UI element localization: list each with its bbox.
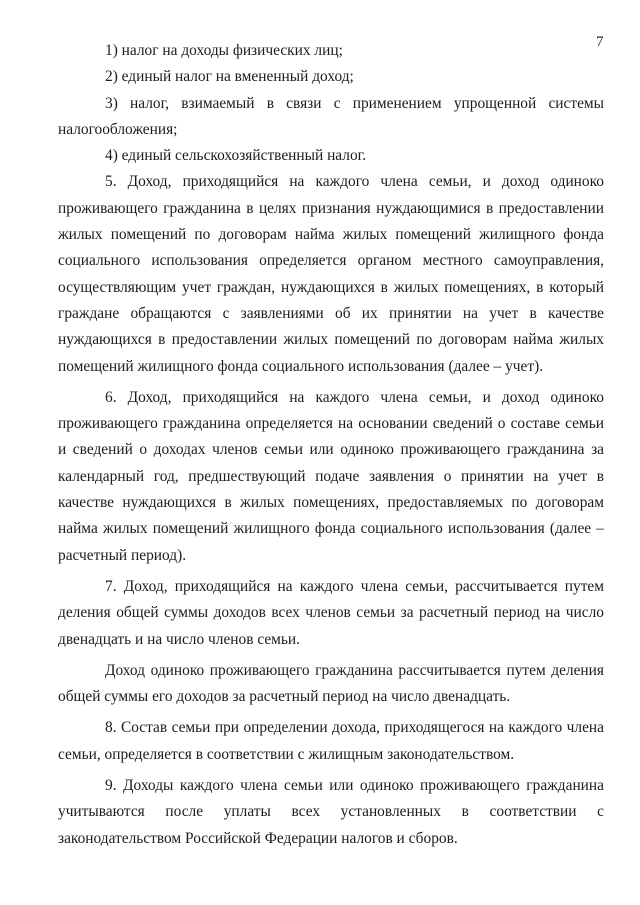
list-item-tax-2: 2) единый налог на вмененный доход; [105,68,354,86]
paragraph-7: 7. Доход, приходящийся на каждого члена семьи, рассчитывается путем деления общей суммы доходов всех членов семьи за расчетный период на число двенадцать и на число членов семьи. [58,577,604,648]
paragraph-7-continued: Доход одиноко проживающего гражданина рассчитывается путем деления общей суммы его доходов за расчетный период на число двенадцать. [58,661,604,706]
paragraph-5: 5. Доход, приходящийся на каждого члена семьи, и доход одиноко проживающего гражданина в целях признания нуждающимися в предоставлении жилых помещений по договорам найма жилых помещений жилищного фонда социального использования определяется органом местного самоуправления, осуществляющим учет граждан, нуждающихся в жилых помещениях, в который граждане обращаются с заявлениями об их принятии на учет в качестве нуждающихся в предоставлении жилых помещений по договорам найма жилых помещений жилищного фонда социального использования (далее – учет). [58,173,604,375]
paragraph-9: 9. Доходы каждого члена семьи или одиноко проживающего гражданина учитываются после уплаты всех установленных в соответствии с законодательством Российской Федерации налогов и сборов. [58,777,604,847]
document-body [58,38,604,852]
list-item-tax-1: 1) налог на доходы физических лиц; [105,42,343,59]
paragraph-8: 8. Состав семьи при определении дохода, приходящегося на каждого члена семьи, определяется в соответствии с жилищным законодательством. [58,719,604,763]
list-item-tax-3: 3) налог, взимаемый в связи с применением упрощенной системы налогообложения; [58,94,604,138]
page-number: 7 [596,34,604,50]
paragraph-6: 6. Доход, приходящийся на каждого члена семьи, и доход одиноко проживающего гражданина определяется на основании сведений о составе семьи и сведений о доходах членов семьи или одиноко проживающего гражданина за календарный год, предшествующий подаче заявления о принятии на учет в качестве нуждающихся в жилых помещениях, предоставляемых по договорам найма жилых помещений жилищного фонда социального использования (далее – расчетный период). [58,388,604,564]
list-item-tax-4: 4) единый сельскохозяйственный налог. [105,147,367,165]
